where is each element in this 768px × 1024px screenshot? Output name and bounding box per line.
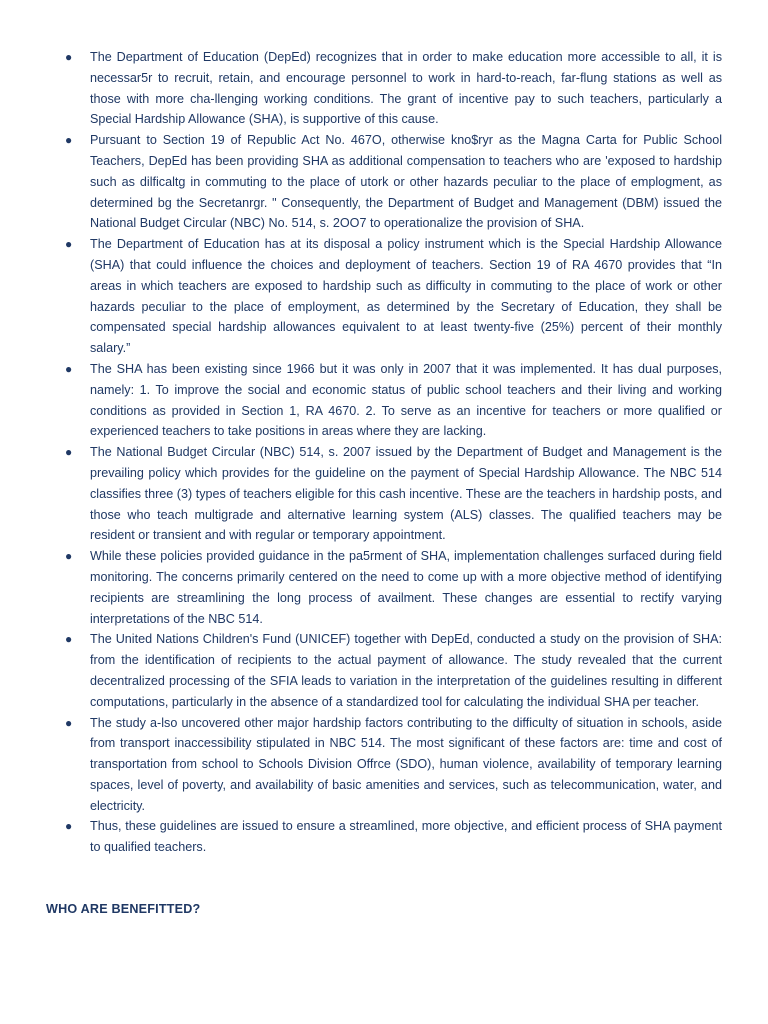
bullet-item bbox=[64, 546, 722, 629]
bullet-item bbox=[64, 442, 722, 546]
section-heading: WHO ARE BENEFITTED? bbox=[46, 902, 201, 916]
bullet-item bbox=[64, 816, 722, 858]
bullet-item bbox=[64, 47, 722, 130]
bullet-point-icon: ● bbox=[65, 445, 73, 460]
bullet-text: The Department of Education has at its disposal a policy instrument which is the Special Hardship Allowance (SHA) that could influence the choices and deployment of teachers. Section 19 of RA 4670 provides that “In areas in which teachers are exposed to hardship such as difficulty in commuting to the place of work or other hazards peculiar to the place of employment, as determined by the Secretary of Education, they shall be compensated special hardship allowances equivalent to at least twenty-five (25%) percent of their monthly salary.” bbox=[90, 237, 722, 356]
bullet-point-icon: ● bbox=[65, 237, 73, 252]
bullet-point-icon: ● bbox=[65, 715, 73, 730]
bullet-text: While these policies provided guidance in the pa5rment of SHA, implementation challenges surfaced during field monitoring. The concerns primarily centered on the need to come up with a more objective method of identifying recipients are streamlining the long process of availment. These changes are essential to rectify varying interpretations of the NBC 514. bbox=[90, 549, 722, 626]
bullet-point-icon: ● bbox=[65, 549, 73, 564]
bullet-point-icon: ● bbox=[65, 50, 73, 64]
bullet-text: The Department of Education (DepEd) recognizes that in order to make education more accessible to all, it is necessar5r to recruit, retain, and encourage personnel to work in hard-to-reach, far-flung stations as well as those with more cha-llenging working conditions. The grant of incentive pay to such teachers, particularly a Special Hardship Allowance (SHA), is supportive of this cause. bbox=[90, 50, 722, 127]
bullet-point-icon: ● bbox=[65, 819, 73, 834]
bullet-text: The study a-lso uncovered other major hardship factors contributing to the difficulty of situation in schools, aside from transport inaccessibility stipulated in NBC 514. The most significant of these factors are: time and cost of transportation from school to Schools Division Offrce (SDO), human violence, availability of temporary learning spaces, level of poverty, and availability of basic amenities and services, such as telecommunication, water, and electricity. bbox=[90, 715, 722, 813]
bullet-list bbox=[64, 47, 722, 858]
bullet-item bbox=[64, 713, 722, 817]
bullet-text: Thus, these guidelines are issued to ensure a streamlined, more objective, and efficient process of SHA payment to qualified teachers. bbox=[90, 819, 722, 855]
bullet-text: The National Budget Circular (NBC) 514, s. 2007 issued by the Department of Budget and Management is the prevailing policy which provides for the guideline on the payment of Special Hardship Allowance. The NBC 514 classifies three (3) types of teachers eligible for this cash incentive. These are the teachers in hardship posts, and those who teach multigrade and alternative learning system (ALS) classes. The qualified teachers may be resident or transient and with regular or temporary appointment. bbox=[90, 445, 722, 543]
bullet-point-icon: ● bbox=[65, 361, 73, 376]
bullet-item bbox=[64, 234, 722, 359]
bullet-point-icon: ● bbox=[65, 632, 73, 647]
bullet-item bbox=[64, 130, 722, 234]
bullet-item bbox=[64, 359, 722, 442]
bullet-text: The United Nations Children's Fund (UNICEF) together with DepEd, conducted a study on the provision of SHA: from the identification of recipients to the actual payment of allowance. The study revealed that the current decentralized processing of the SFIA leads to variation in the interpretation of the guidelines resulting in different computations, particularly in the absence of a standardized tool for calculating the individual SHA per teacher. bbox=[90, 632, 722, 709]
bullet-item bbox=[64, 629, 722, 712]
bullet-point-icon: ● bbox=[65, 133, 73, 148]
bullet-text: Pursuant to Section 19 of Republic Act No. 467O, otherwise kno$ryr as the Magna Carta for Public School Teachers, DepEd has been providing SHA as additional compensation to teachers who are 'exposed to hardship such as dilficaltg in commuting to the place of utork or other hazards peculiar to the place of emplogment, as determined bg the Secretanrgr. " Consequently, the Department of Budget and Management (DBM) issued the National Budget Circular (NBC) No. 514, s. 2OO7 to operationalize the provision of SHA. bbox=[90, 133, 722, 231]
bullet-text: The SHA has been existing since 1966 but it was only in 2007 that it was implemented. It has dual purposes, namely: 1. To improve the social and economic status of public school teachers and their living and working conditions as provided in Section 1, RA 4670. 2. To serve as an incentive for teachers or more qualified or experienced teachers to take positions in areas where they are lacking. bbox=[90, 361, 722, 439]
